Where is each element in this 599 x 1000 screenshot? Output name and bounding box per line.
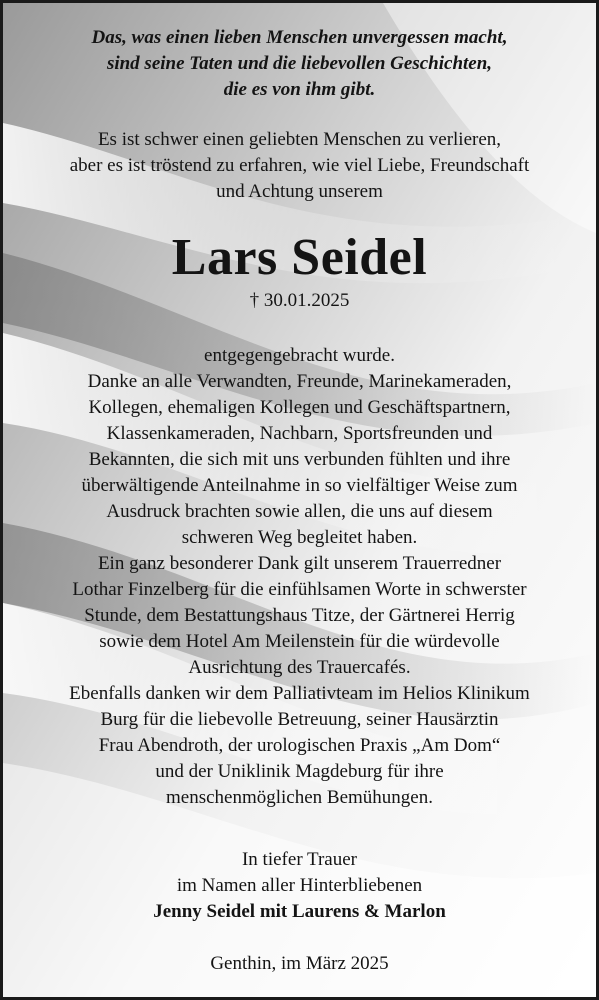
place-date: Genthin, im März 2025 [210,953,389,974]
thanks-line: überwältigende Anteilnahme in so vielfältiger Weise zum [81,475,518,496]
thanks-line: menschenmöglichen Bemühungen. [166,787,433,808]
thanks-line: Bekannten, die sich mit uns verbunden fühlten und ihre [88,449,511,470]
thanks-line: schweren Weg begleitet haben. [181,527,418,548]
motto-line: Das, was einen lieben Menschen unvergessen macht, [91,27,508,48]
thanks-line: und der Uniklinik Magdeburg für ihre [155,761,444,782]
thanks-line: Kollegen, ehemaligen Kollegen und Geschäftspartnern, [88,397,511,418]
thanks-line: entgegengebracht wurde. [204,345,395,366]
thanks-line: Burg für die liebevolle Betreuung, seiner Hausärztin [100,709,499,730]
motto-line: sind seine Taten und die liebevollen Geschichten, [106,53,493,74]
intro-line: und Achtung unserem [216,181,383,202]
intro-line: Es ist schwer einen geliebten Menschen zu verlieren, [97,129,502,150]
thanks-line: sowie dem Hotel Am Meilenstein für die würdevolle [99,631,500,652]
motto-line: die es von ihm gibt. [223,79,376,100]
closing-line: im Namen aller Hinterbliebenen [176,875,423,896]
thanks-line: Frau Abendroth, der urologischen Praxis „Am Dom“ [98,735,501,756]
notice-content [3,3,596,997]
thanks-line: Lothar Finzelberg für die einfühlsamen Worte in schwerster [72,579,527,600]
intro-line: aber es ist tröstend zu erfahren, wie viel Liebe, Freundschaft [69,155,530,176]
thanks-line: Danke an alle Verwandten, Freunde, Marinekameraden, [87,371,512,392]
deceased-name: Lars Seidel [171,229,428,286]
signers: Jenny Seidel mit Laurens & Marlon [153,901,446,922]
closing-line: In tiefer Trauer [241,849,358,870]
thanks-line: Klassenkameraden, Nachbarn, Sportsfreunden und [106,423,493,444]
thanks-line: Ebenfalls danken wir dem Palliativteam im Helios Klinikum [69,683,530,704]
thanks-line: Ausdruck brachten sowie allen, die uns auf diesem [106,501,493,522]
death-date: † 30.01.2025 [249,290,350,311]
thanks-line: Stunde, dem Bestattungshaus Titze, der Gärtnerei Herrig [84,605,515,626]
thanks-line: Ein ganz besonderer Dank gilt unserem Trauerredner [97,553,502,574]
thanks-line: Ausrichtung des Trauercafés. [188,657,411,678]
